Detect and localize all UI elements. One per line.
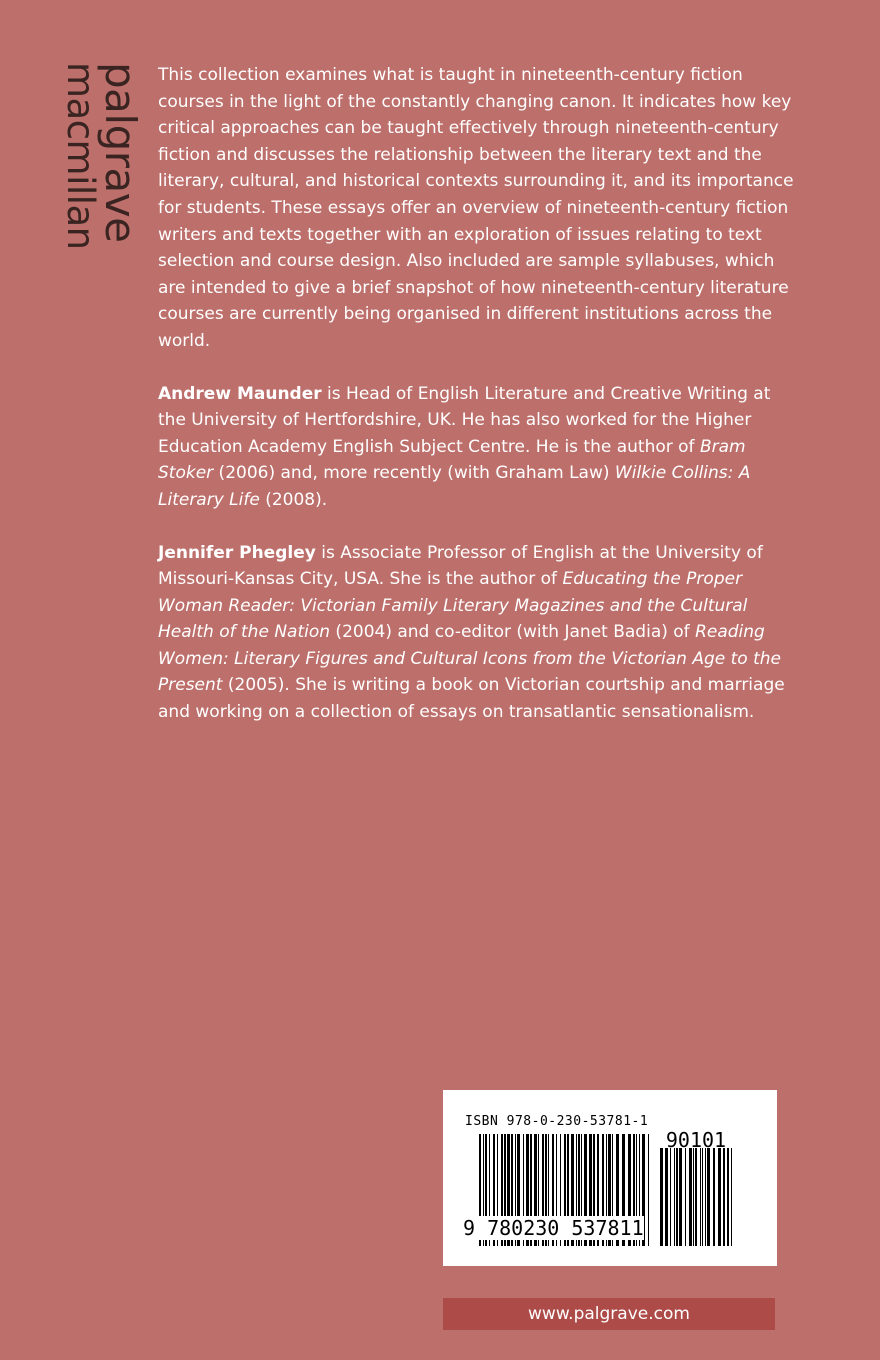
book-description: This collection examines what is taught in nineteenth-century fiction courses in the light of the constantly changing canon. It indicates how key critical approaches can be taught effectively through nineteenth-century fiction and discusses the relationship between the literary text and the literary, cultural, and historical contexts surrounding it, and its importance for students. These essays offer an overview of nineteenth-century fiction writers and texts together with an exploration of issues relating to text selection and course design. Also included are sample syllabuses, which are intended to give a brief snapshot of how nineteenth-century literature courses are currently being organised in different institutions across the world. [158, 65, 794, 351]
author-name: Jennifer Phegley [158, 542, 316, 563]
website-link[interactable]: www.palgrave.com [443, 1298, 775, 1330]
publisher-logo [56, 62, 145, 262]
book-title: Bram Stoker [158, 436, 746, 484]
author-name: Andrew Maunder [158, 383, 322, 404]
isbn-barcode [443, 1090, 777, 1266]
author-bio-maunder: Andrew Maunder is Head of English Literature and Creative Writing at the University of Hertfordshire, UK. He has also worked for the Higher Education Academy English Subject Centre. He is the author of Bram Stoker (2006) and, more recently (with Graham Law) Wilkie Collins: A Literary Life (2008). [158, 383, 771, 510]
book-title: Wilkie Collins: A Literary Life [158, 463, 751, 510]
addon-digits: 90101 [665, 1128, 727, 1152]
book-title: Reading Women: Literary Figures and Cultural Icons from the Victorian Age to the Present [158, 622, 781, 696]
logo-line-macmillan: macmillan [59, 62, 102, 250]
author-bio-phegley: Jennifer Phegley is Associate Professor of English at the University of Missouri-Kansas City, USA. She is the author of Educating the Proper Woman Reader: Victorian Family Literary Magazines and the Cultural Health of the Nation (2004) and co-editor (with Janet Badia) of Reading Women: Literary Figures and Cultural Icons from the Victorian Age to the Present (2005). She is writing a book on Victorian courtship and marriage and working on a collection of essays on transatlantic sensationalism. [158, 542, 785, 723]
isbn-label: ISBN 978-0-230-53781-1 [465, 1114, 649, 1129]
addon-barcode-bars [660, 1148, 732, 1246]
logo-line-palgrave: palgrave [96, 62, 145, 243]
book-title: Educating the Proper Woman Reader: Victorian Family Literary Magazines and the Cultural Health of the Nation [158, 569, 748, 643]
ean-digits: 9 780230 537811 [463, 1216, 644, 1240]
back-cover-text [158, 62, 798, 752]
